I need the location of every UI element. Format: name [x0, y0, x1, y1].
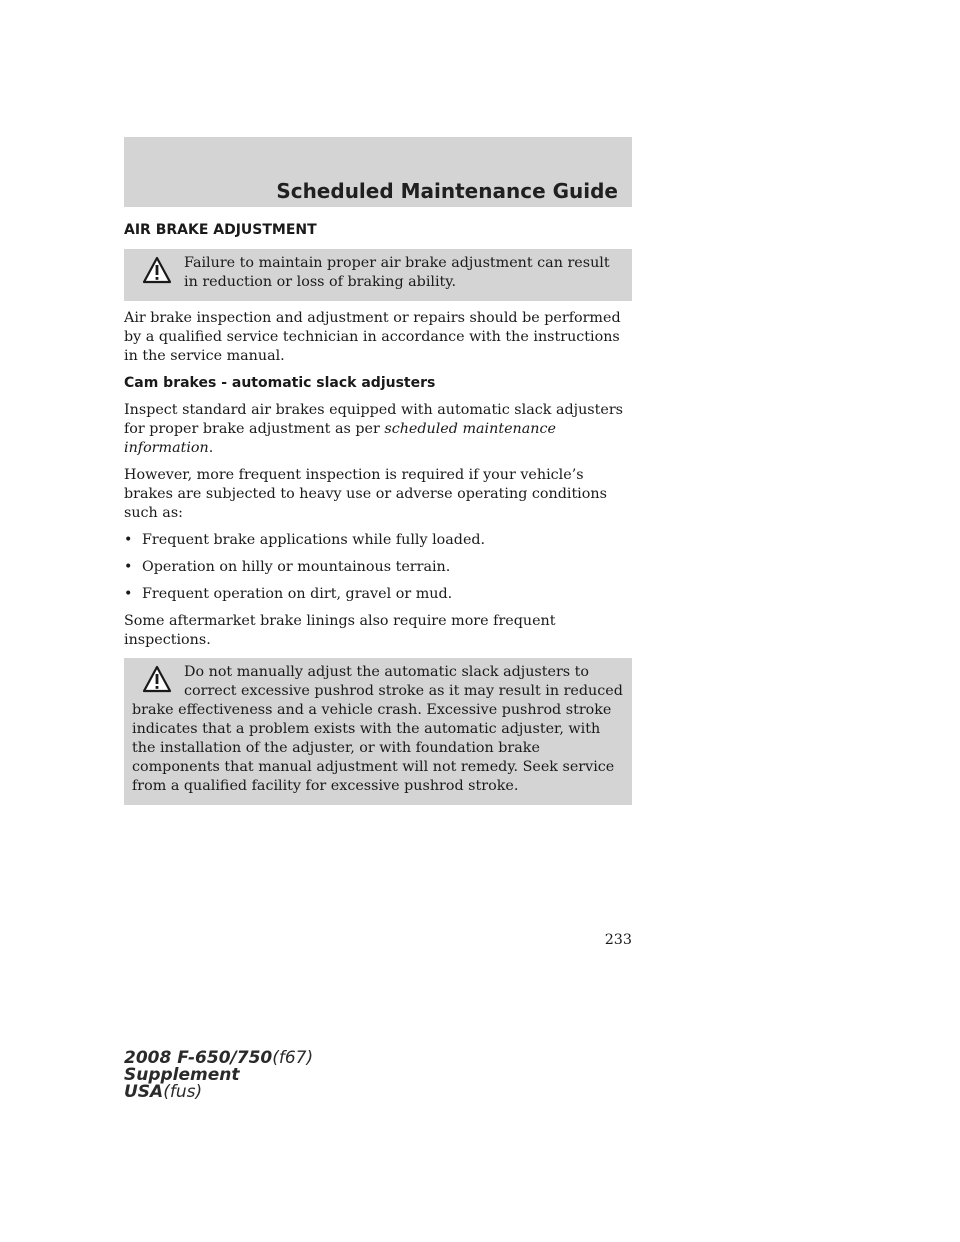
footer-market-code: (fus) — [163, 1082, 203, 1102]
footer-model-code: (f67) — [272, 1048, 314, 1068]
warning-box — [124, 658, 632, 805]
warning-box — [124, 249, 632, 301]
warning-icon — [142, 256, 172, 284]
subheading-cam-brakes: Cam brakes - automatic slack adjusters — [124, 375, 436, 391]
footer-market: USA — [124, 1082, 164, 1102]
bullet-icon: • — [124, 559, 133, 575]
warning-text: Failure to maintain proper air brake adjustment can result in reduction or loss of braking ability. — [184, 255, 610, 290]
bullet-icon: • — [124, 586, 133, 602]
list-item — [124, 531, 632, 550]
conditions-list — [124, 531, 632, 604]
paragraph-text: Inspect standard air brakes equipped with automatic slack adjusters for proper brake adjustment as per — [124, 402, 623, 437]
document-footer — [124, 1050, 313, 1101]
list-item-text: Operation on hilly or mountainous terrain. — [142, 559, 451, 575]
footer-model: 2008 F-650/750 — [124, 1048, 273, 1068]
section-heading: AIR BRAKE ADJUSTMENT — [124, 222, 317, 238]
list-item — [124, 558, 632, 577]
bullet-icon: • — [124, 532, 133, 548]
warning-text: Do not manually adjust the automatic slack adjusters to correct excessive pushrod stroke as it may result in reduced brake effectiveness and a vehicle crash. Excessive pushrod stroke indicates that a problem exists with the automatic adjuster, with the installation of the adjuster, or with foundation brake components that manual adjustment will not remedy. Seek service from a qualified facility for excessive pushrod stroke. — [132, 664, 623, 794]
list-item — [124, 585, 632, 604]
list-item-text: Frequent brake applications while fully loaded. — [142, 532, 486, 548]
page-content — [124, 221, 632, 813]
footer-supplement: Supplement — [124, 1065, 240, 1085]
paragraph-standard-air-brakes — [124, 401, 632, 458]
paragraph-inspection: Air brake inspection and adjustment or repairs should be performed by a qualified service technician in accordance with the instructions in the service manual. — [124, 310, 621, 364]
list-item-text: Frequent operation on dirt, gravel or mud. — [142, 586, 453, 602]
paragraph-punctuation: . — [208, 440, 214, 456]
warning-icon — [142, 665, 172, 693]
paragraph-aftermarket: Some aftermarket brake linings also require more frequent inspections. — [124, 613, 556, 648]
page-number: 233 — [604, 932, 632, 948]
paragraph-frequent-inspection: However, more frequent inspection is required if your vehicle’s brakes are subjected to heavy use or adverse operating conditions such as: — [124, 467, 607, 521]
header-band — [124, 137, 632, 207]
page-header-title: Scheduled Maintenance Guide — [276, 179, 618, 203]
emphasis-reference: scheduled maintenance information — [124, 421, 556, 456]
